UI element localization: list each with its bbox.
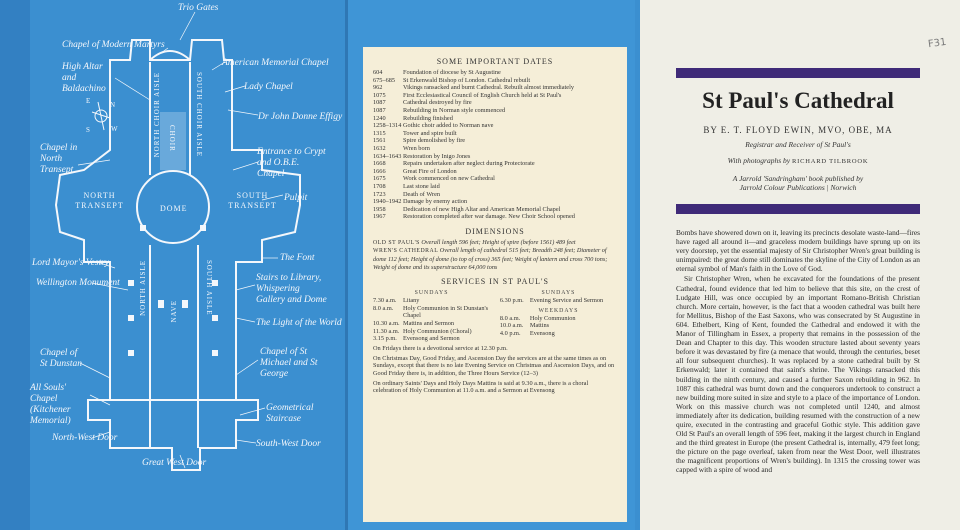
- date-row: [373, 153, 617, 161]
- choir-label: CHOIR: [168, 125, 176, 152]
- date-row: [373, 84, 617, 92]
- the-font-label: The Font: [280, 253, 315, 263]
- date-row: [373, 69, 617, 77]
- date-year: 1666: [373, 167, 386, 175]
- date-year: 1087: [373, 99, 386, 107]
- date-row: [373, 115, 617, 123]
- date-year: 1561: [373, 137, 386, 145]
- services-left: [373, 289, 490, 343]
- service-time: 11.30 a.m.: [373, 327, 400, 335]
- author-role: Registrar and Receiver of St Paul's: [745, 140, 851, 149]
- date-event: Damage by enemy action: [403, 198, 468, 206]
- date-event: First Ecclesiastical Council of English Church held at St Paul's: [403, 91, 562, 99]
- service-time: 8.0 a.m.: [373, 304, 394, 312]
- date-year: 1708: [373, 182, 386, 190]
- service-row: [500, 315, 617, 323]
- south-transept-label: SOUTH TRANSEPT: [228, 191, 277, 210]
- compass-s: S: [86, 126, 90, 134]
- date-event: Death of Wren: [403, 190, 441, 198]
- wrens-cathedral-label: WREN'S CATHEDRAL: [373, 248, 439, 255]
- date-event: Repairs undertaken after neglect during Protectorate: [403, 160, 535, 168]
- date-event: Rebuilding in Norman style commenced: [403, 106, 506, 114]
- service-time: 7.30 a.m.: [373, 297, 397, 305]
- date-event: Work commenced on new Cathedral: [403, 175, 495, 183]
- intro-paragraph-1: Bombs have showered down on it, leaving its precincts desolate waste-land—fires have raged all around it—and graceless modern buildings have sprung up on its very doorstep, yet the essential majesty of Sir Christopher Wren's great building is unimpaired: the great dome still dominates the skyline of the City of London as an eternal symbol of Man's faith in the Love of God.: [676, 228, 920, 274]
- services-heading: SERVICES IN ST PAUL'S: [441, 277, 549, 287]
- compass-e: E: [86, 97, 91, 105]
- date-row: [373, 99, 617, 107]
- north-transept-label: NORTH TRANSEPT: [75, 191, 124, 210]
- date-row: [373, 145, 617, 153]
- date-row: [373, 137, 617, 145]
- date-row: [373, 183, 617, 191]
- date-year: 1087: [373, 106, 386, 114]
- service-name: Holy Communion: [529, 314, 576, 322]
- date-row: [373, 160, 617, 168]
- date-row: [373, 92, 617, 100]
- photo-credit: [676, 156, 920, 165]
- service-name: Holy Communion in St Dunstan's Chapel: [403, 304, 489, 320]
- dimensions-block: [373, 239, 617, 271]
- date-row: [373, 77, 617, 85]
- north-choir-aisle-label: NORTH CHOIR AISLE: [153, 72, 161, 158]
- light-of-world-label: The Light of the World: [256, 318, 342, 328]
- services-right: [500, 289, 617, 343]
- date-year: 1632: [373, 144, 386, 152]
- date-event: St Erkenwald Bishop of London. Cathedral rebuilt: [403, 76, 531, 84]
- date-year: 1723: [373, 190, 386, 198]
- date-year: 1668: [373, 160, 386, 168]
- date-event: Cathedral destroyed by fire: [403, 99, 472, 107]
- date-event: Tower and spire built: [403, 129, 457, 137]
- purple-rule-bottom: [676, 204, 920, 214]
- service-row: [373, 305, 490, 320]
- service-name: Holy Communion (Choral): [403, 327, 472, 335]
- service-row: [500, 322, 617, 330]
- date-row: [373, 213, 617, 221]
- fold-line: [345, 0, 348, 530]
- date-row: [373, 107, 617, 115]
- dimensions-heading: DIMENSIONS: [465, 226, 525, 236]
- facts-panel: [345, 0, 635, 530]
- date-event: Foundation of diocese by St Augustine: [403, 69, 501, 76]
- chapel-north-transept-label: Chapel in North Transept: [40, 143, 78, 175]
- service-row: [373, 328, 490, 336]
- date-row: [373, 175, 617, 183]
- entrance-crypt-label: Entrance to Crypt and O.B.E. Chapel: [257, 147, 326, 179]
- friday-note: On Fridays there is a devotional service at 12.30 p.m.: [373, 344, 508, 352]
- sundays-label-right: SUNDAYS: [541, 290, 576, 297]
- date-year: 1240: [373, 114, 386, 122]
- service-time: 3.15 p.m.: [373, 335, 397, 343]
- stairs-library-label: Stairs to Library, Whispering Gallery and Dome: [256, 273, 327, 305]
- date-year: 1958: [373, 205, 386, 213]
- book-title: St Paul's Cathedral: [702, 88, 894, 113]
- service-name: Evening Service and Sermon: [529, 297, 604, 305]
- service-row: [373, 297, 490, 305]
- date-event: Last stone laid: [403, 182, 440, 190]
- date-row: [373, 122, 617, 130]
- date-event: Rebuilding finished: [403, 114, 453, 122]
- publisher-line-2: Jarrold Colour Publications | Norwich: [739, 183, 857, 192]
- service-time: 6.30 p.m.: [499, 297, 524, 305]
- date-year: 1940–1942: [373, 198, 402, 206]
- dates-heading: SOME IMPORTANT DATES: [436, 57, 554, 66]
- date-row: [373, 168, 617, 176]
- geometrical-staircase-label: Geometrical Staircase: [266, 403, 314, 424]
- date-row: [373, 191, 617, 199]
- service-time: 10.30 a.m.: [373, 320, 400, 328]
- facts-card: [363, 47, 627, 522]
- services-grid: [373, 289, 617, 343]
- date-event: Restoration completed after war damage. New Choir School opened: [403, 213, 575, 221]
- sundays-label: SUNDAYS: [414, 290, 449, 297]
- nave-label: NAVE: [170, 300, 178, 323]
- compass-w: W: [111, 125, 118, 133]
- chapel-st-michael-label: Chapel of St Michael and St George: [260, 347, 318, 379]
- service-row: [500, 297, 617, 305]
- date-year: 962: [373, 84, 383, 92]
- date-event: Dedication of new High Altar and American Memorial Chapel: [403, 205, 561, 213]
- wellington-monument-label: Wellington Monument: [36, 278, 120, 288]
- service-time: 4.0 p.m.: [499, 330, 521, 338]
- lord-mayors-vestry-label: Lord Mayor's Vestry: [32, 258, 110, 268]
- date-year: 675–685: [373, 76, 396, 84]
- cathedral-plan-panel: [0, 0, 345, 530]
- date-row: [373, 198, 617, 206]
- date-year: 1675: [373, 175, 386, 183]
- service-name: Evensong: [529, 330, 555, 338]
- service-time: 10.0 a.m.: [499, 322, 524, 330]
- handwritten-note: F31: [927, 36, 948, 51]
- service-name: Mattins and Sermon: [403, 320, 455, 328]
- date-event: Gothic choir added to Norman nave: [403, 122, 494, 130]
- north-west-door-label: North-West Door: [52, 433, 118, 443]
- lady-chapel-label: Lady Chapel: [244, 82, 293, 92]
- pulpit-label: Pulpit: [284, 193, 308, 203]
- date-year: 1258–1314: [373, 122, 402, 130]
- date-row: [373, 206, 617, 214]
- service-name: Litany: [403, 297, 420, 305]
- donne-effigy-label: Dr John Donne Effigy: [258, 112, 343, 122]
- wrens-cathedral-text: Overall length of cathedral 515 feet; Breadth 248 feet; Diameter of dome 112 feet; Height of dome (to top of cross) 365 feet; Weight of lantern and cross 700 tons; Weight of dome and its superstructure 64,000 tons: [373, 247, 608, 271]
- dates-table: [373, 69, 617, 221]
- weekdays-label: WEEKDAYS: [538, 307, 579, 314]
- old-st-pauls-text: Overall length 596 feet; Height of spire (before 1561) 489 feet: [421, 238, 576, 246]
- trio-gates-label: Trio Gates: [178, 3, 219, 13]
- south-west-door-label: South-West Door: [256, 439, 321, 449]
- date-year: 1634–1643: [373, 152, 402, 160]
- chapel-modern-martyrs-label: Chapel of Modern Martyrs: [62, 40, 165, 50]
- chapel-st-dunstan-label: Chapel of St Dunstan: [40, 348, 82, 369]
- intro-paragraph-2: Sir Christopher Wren, when he excavated for the foundations of the present Cathedral, found evidence that led him to believe that this site, on the crest of Ludgate Hill, was once occupied by an important Romano-British Christian church. More certain, however, is the fact that a wooden cathedral was built here for Mellitus, Bishop of the East Saxons, who was consecrated by St Augustine in 604. Ethelbert, King of Kent, founded the Cathedral and endowed it with the Manor of Tillingham in Essex, a property that remains in the possession of the Dean and Chapter to this day. This wooden structure lasted about seventy years before it was devastated by fire (a menace that would, through the centuries, beset all four subsequent churches). It was replaced by a stone cathedral built by St Erkenwald; later it contained that saint's shrine. The Vikings ransacked this building in the ninth century, and caused a further Saxon rebuilding in 962. In 1087 this cathedral was burnt down and the conquerors undertook to construct a new building more suited in size and style to a place of the importance of London. Work on this massive church was not completed until 1240, and almost immediately after its dedication, building resumed with the construction of a new quire, executed in the contrasting and graceful Gothic style. This addition gave Old St Paul's an overall length of 596 feet, making it the largest church in England and the third greatest in Europe (the present Cathedral is, internally, 479 feet long; the picture on the page overleaf, taken from near the West Door, well illustrates the magnificent proportions of Wren's building). In 1315 the crossing tower was capped with a spire of wood and: [676, 274, 920, 475]
- date-event: Wren born: [403, 144, 430, 152]
- service-row: [500, 330, 617, 338]
- author-byline: BY E. T. FLOYD EWIN, MVO, OBE, MA: [703, 125, 893, 135]
- service-row: [373, 320, 490, 328]
- publisher-note: [676, 174, 920, 192]
- purple-rule-top: [676, 68, 920, 78]
- photographer-name: RICHARD TILBROOK: [791, 158, 869, 165]
- title-page: [640, 0, 960, 530]
- date-year: 604: [373, 69, 383, 76]
- photo-credit-prefix: With photographs by: [727, 156, 791, 165]
- compass-n: N: [110, 101, 116, 109]
- service-time: 8.0 a.m.: [499, 314, 521, 322]
- american-memorial-chapel-label: American Memorial Chapel: [222, 58, 329, 68]
- dome-label: DOME: [160, 204, 188, 213]
- date-event: Restoration by Inigo Jones: [403, 152, 471, 160]
- date-event: Great Fire of London: [403, 167, 457, 175]
- all-souls-chapel-label: All Souls' Chapel (Kitchener Memorial): [30, 383, 71, 426]
- date-year: 1967: [373, 213, 386, 221]
- great-west-door-label: Great West Door: [142, 458, 207, 468]
- intro-text: [676, 228, 920, 476]
- service-row: [373, 335, 490, 343]
- service-name: Mattins: [529, 322, 550, 330]
- date-event: Spire demolished by fire: [403, 137, 466, 145]
- date-row: [373, 130, 617, 138]
- holidays-note: On Christmas Day, Good Friday, and Ascension Day the services are at the same times as on Sundays, except that there is no late Evening Service on Christmas and Ascension Days, and on Good Friday there is, in addition, the Three Hours Service (12–3): [373, 354, 615, 377]
- date-event: Vikings ransacked and burnt Cathedral. Rebuilt almost immediately: [403, 84, 574, 92]
- service-name: Evensong and Sermon: [403, 335, 460, 343]
- date-year: 1315: [373, 129, 386, 137]
- north-aisle-label: NORTH AISLE: [139, 260, 147, 316]
- south-choir-aisle-label: SOUTH CHOIR AISLE: [195, 72, 203, 158]
- high-altar-label: High Altar and Baldachino: [62, 62, 106, 94]
- old-st-pauls-label: OLD ST PAUL'S: [373, 239, 420, 246]
- publisher-line-1: A Jarrold 'Sandringham' book published by: [732, 174, 864, 183]
- date-year: 1075: [373, 91, 386, 99]
- saints-days-note: On ordinary Saints' Days and Holy Days Mattins is said at 9.30 a.m., there is a choral celebration of Holy Communion at 11.0 a.m. and a Sermon at Evensong: [373, 379, 589, 395]
- south-aisle-label: SOUTH AISLE: [205, 260, 213, 316]
